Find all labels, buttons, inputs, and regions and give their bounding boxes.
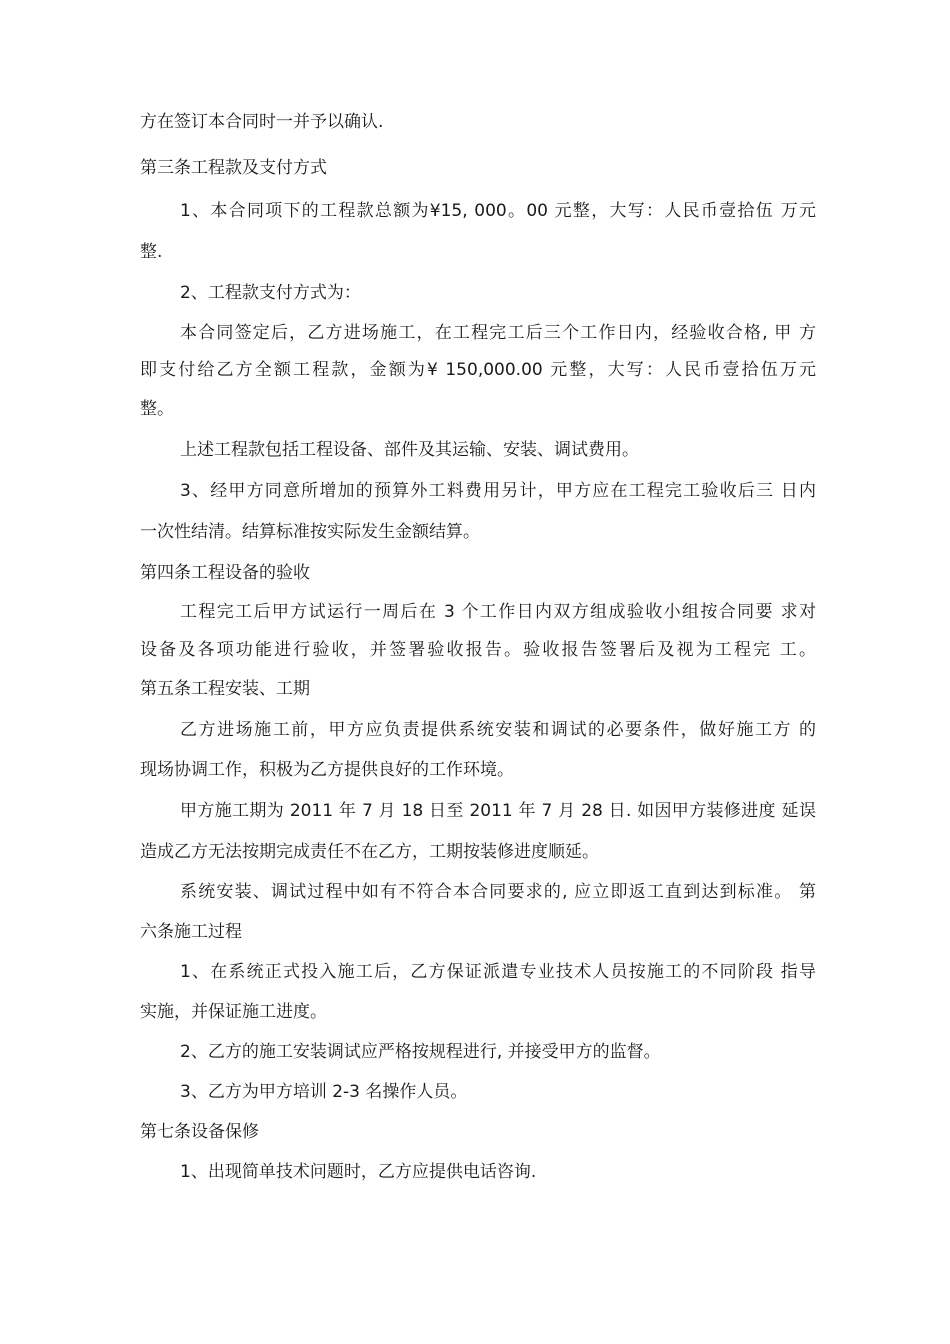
paragraph-line: 一次性结清。结算标准按实际发生金额结算。 xyxy=(140,522,480,542)
section-heading: 第四条工程设备的验收 xyxy=(140,563,310,583)
paragraph-line: 工程完工后甲方试运行一周后在 3 个工作日内双方组成验收小组按合同要 求对 xyxy=(180,602,816,622)
paragraph-line: 整. xyxy=(140,242,163,262)
paragraph-line: 乙方进场施工前，甲方应负责提供系统安装和调试的必要条件，做好施工方 的 xyxy=(180,720,816,740)
section-heading: 六条施工过程 xyxy=(140,922,242,942)
paragraph-line: 本合同签定后，乙方进场施工，在工程完工后三个工作日内，经验收合格, 甲 方 xyxy=(180,323,816,343)
paragraph-line: 甲方施工期为 2011 年 7 月 18 日至 2011 年 7 月 28 日. 如因甲方装修进度 延误 xyxy=(180,801,816,821)
paragraph-line: 现场协调工作，积极为乙方提供良好的工作环境。 xyxy=(140,760,514,780)
section-heading: 第七条设备保修 xyxy=(140,1122,259,1142)
paragraph-line: 上述工程款包括工程设备、部件及其运输、安装、调试费用。 xyxy=(180,440,639,460)
paragraph-line: 1、本合同项下的工程款总额为¥15, 000。00 元整，大写：人民币壹拾伍 万元 xyxy=(180,201,816,221)
paragraph-line: 2、乙方的施工安装调试应严格按规程进行, 并接受甲方的监督。 xyxy=(180,1042,661,1062)
section-heading: 第五条工程安装、工期 xyxy=(140,679,310,699)
paragraph-line: 3、乙方为甲方培训 2-3 名操作人员。 xyxy=(180,1082,468,1102)
paragraph-line: 整。 xyxy=(140,399,174,419)
paragraph-line: 1、在系统正式投入施工后，乙方保证派遣专业技术人员按施工的不同阶段 指导 xyxy=(180,962,816,982)
paragraph-line: 设备及各项功能进行验收，并签署验收报告。验收报告签署后及视为工程完 工。 xyxy=(140,640,816,660)
section-heading: 第三条工程款及支付方式 xyxy=(140,158,327,178)
paragraph-line: 1、出现简单技术问题时，乙方应提供电话咨询. xyxy=(180,1162,537,1182)
paragraph-line: 系统安装、调试过程中如有不符合本合同要求的, 应立即返工直到达到标准。 第 xyxy=(180,882,816,902)
paragraph-line: 即支付给乙方全额工程款，金额为¥ 150,000.00 元整，大写：人民币壹拾伍万元 xyxy=(140,360,816,380)
paragraph-line: 实施，并保证施工进度。 xyxy=(140,1002,327,1022)
paragraph-line: 3、经甲方同意所增加的预算外工料费用另计，甲方应在工程完工验收后三 日内 xyxy=(180,481,816,501)
paragraph-line: 造成乙方无法按期完成责任不在乙方，工期按装修进度顺延。 xyxy=(140,842,599,862)
paragraph-line: 方在签订本合同时一并予以确认. xyxy=(140,112,384,132)
paragraph-line: 2、工程款支付方式为： xyxy=(180,283,361,303)
